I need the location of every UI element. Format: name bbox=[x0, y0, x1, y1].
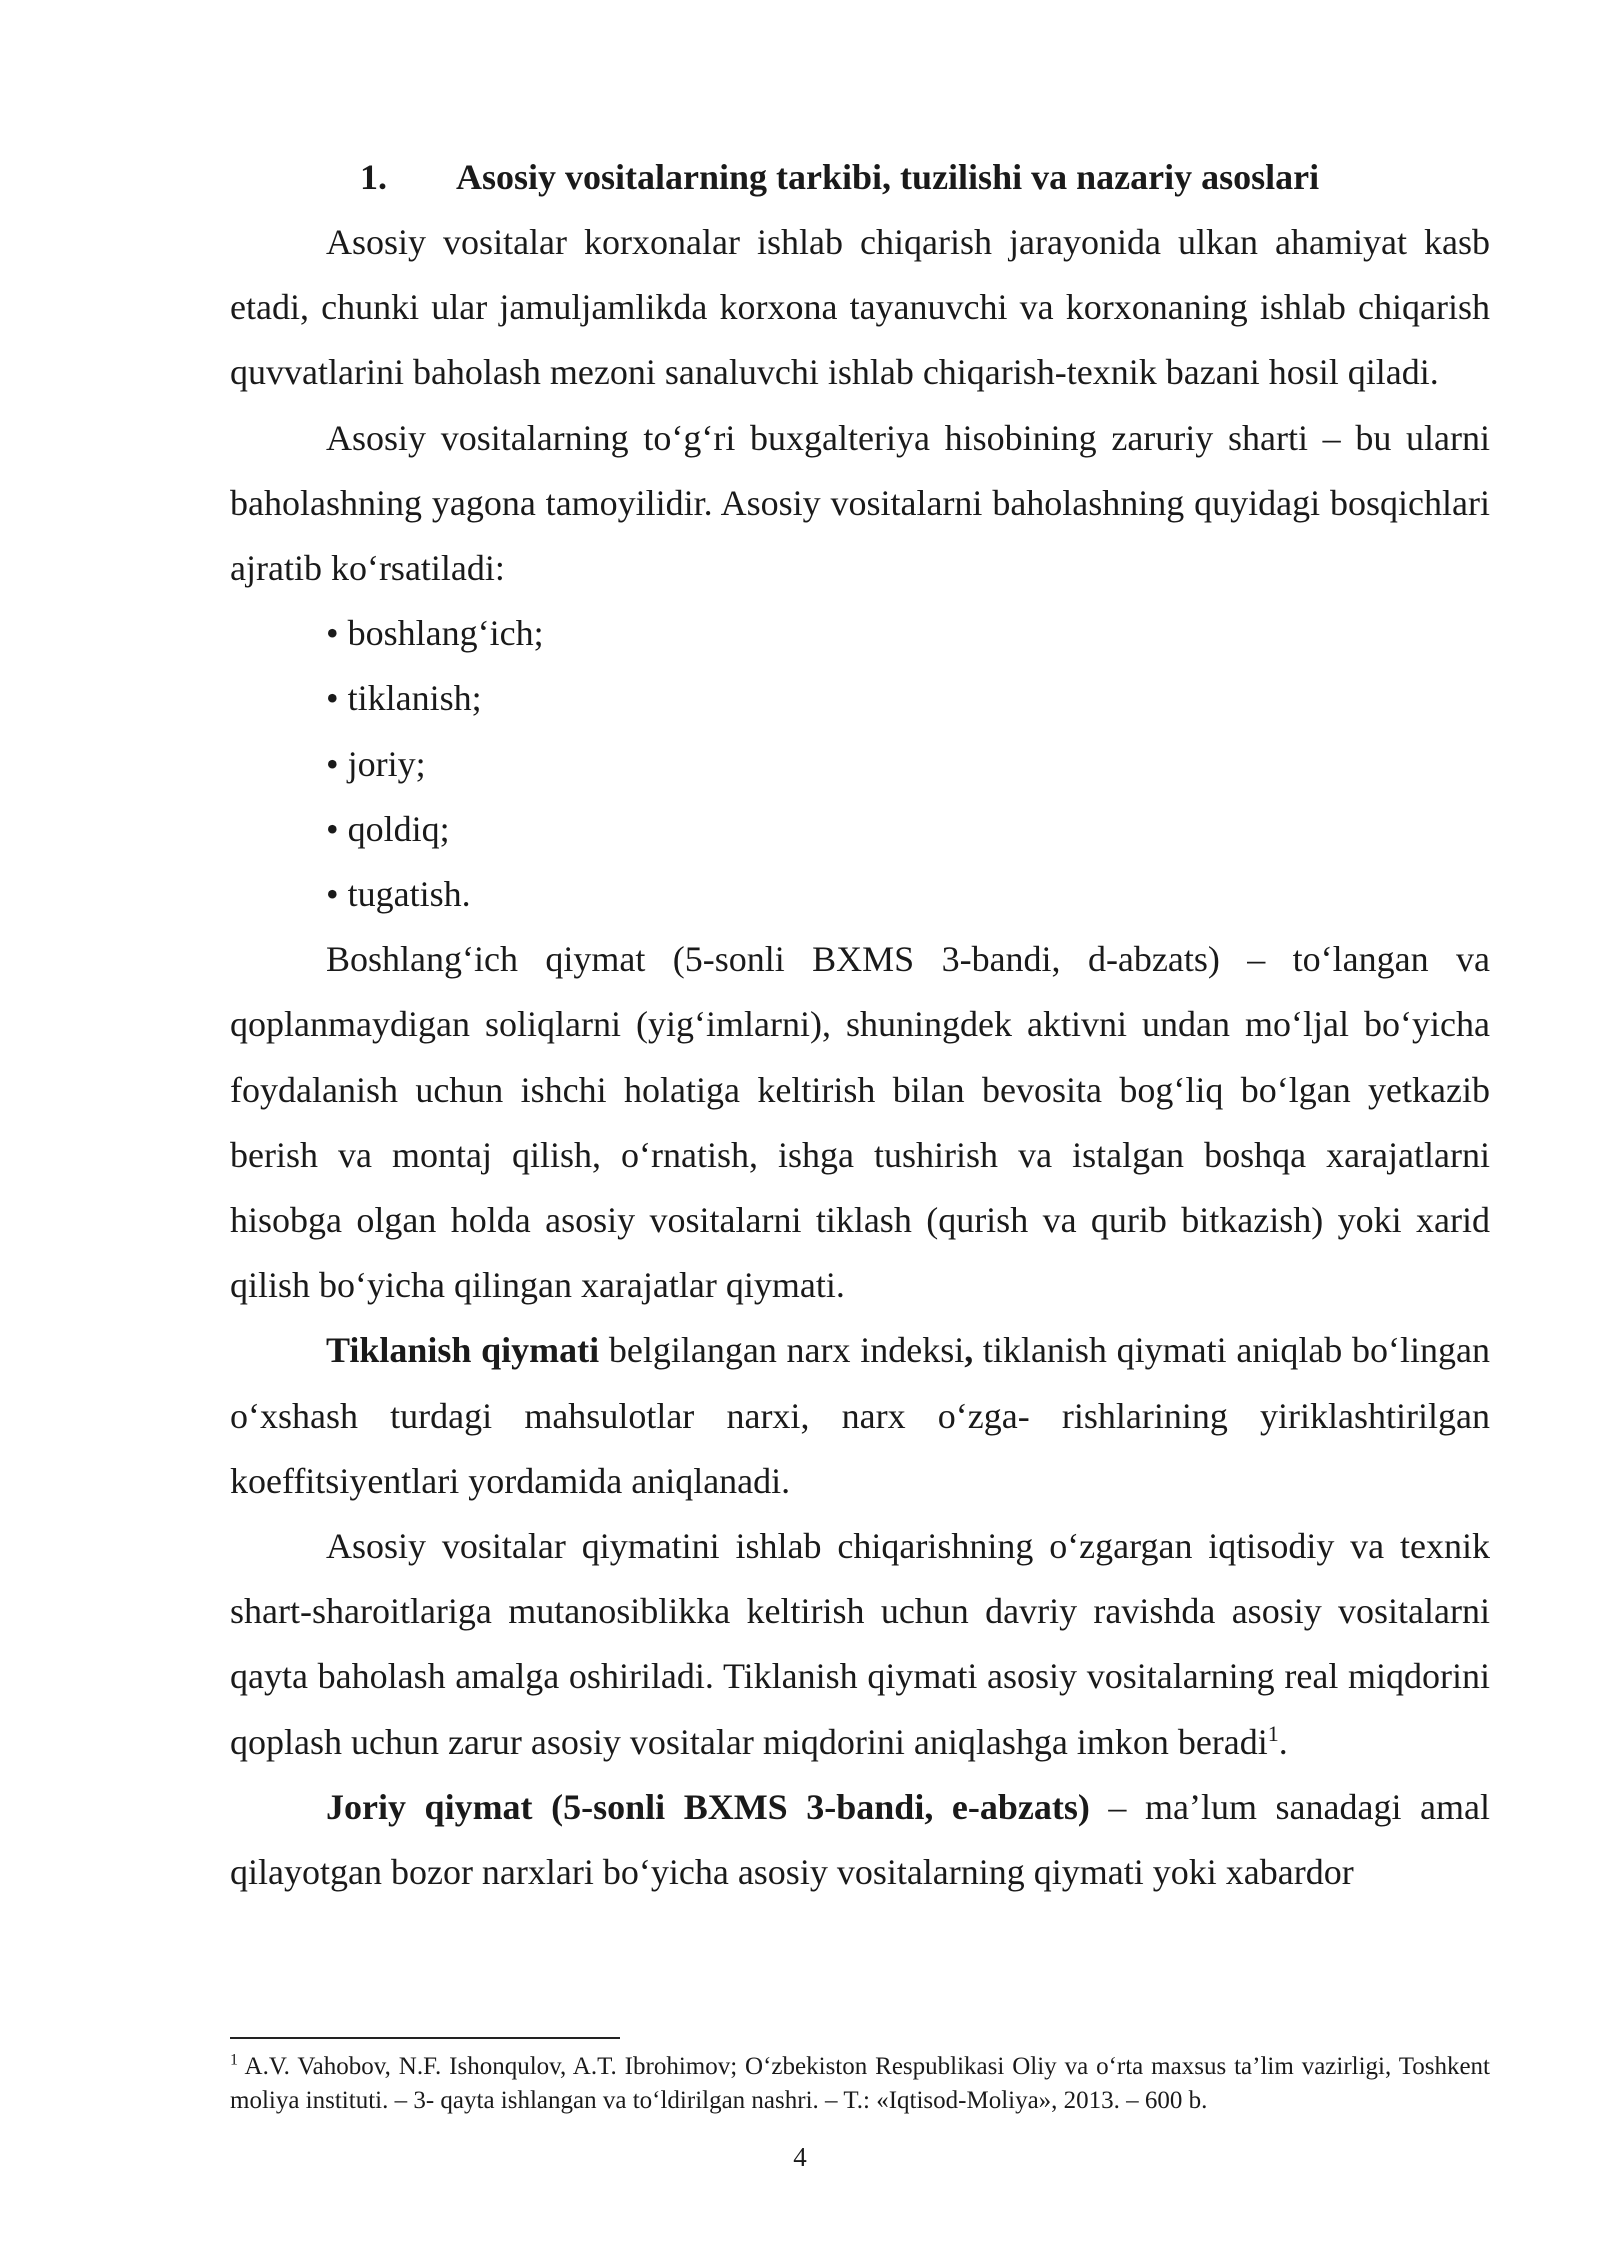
valuation-stages-list bbox=[230, 601, 1490, 927]
term-current-value: Joriy qiymat (5-sonli BXMS 3-bandi, e-abzats) bbox=[326, 1786, 1090, 1827]
section-number: 1. bbox=[360, 157, 387, 197]
bold-comma: , bbox=[964, 1330, 974, 1371]
paragraph-text: belgilangan narx indeksi bbox=[599, 1330, 965, 1371]
footnote-marker: 1 bbox=[230, 2051, 238, 2069]
paragraph-text: . bbox=[1278, 1721, 1288, 1762]
page-number: 4 bbox=[793, 2142, 807, 2172]
list-item: • tiklanish; bbox=[326, 678, 482, 719]
footnote-separator bbox=[230, 2037, 620, 2039]
list-item: • qoldiq; bbox=[326, 808, 450, 849]
paragraph-text: Asosiy vositalar qiymatini ishlab chiqarishning o‘zgargan iqtisodiy va texnik shart-sharoitlariga mutanosiblikka keltirish uchun davriy ravishda asosiy vositalarni qayta baholash amalga oshiriladi. Tiklanish qiymati asosiy vositalarning real miqdorini qoplash uchun zarur asosiy vositalar miqdorini aniqlashga imkon beradi bbox=[230, 1526, 1490, 1762]
footnote bbox=[230, 2050, 1490, 2118]
section-heading bbox=[230, 145, 1490, 210]
footnote-text: A.V. Vahobov, N.F. Ishonqulov, A.T. Ibrohimov; O‘zbekiston Respublikasi Oliy va o‘rta maxsus ta’lim vazirligi, Toshkent moliya instituti. – 3- qayta ishlangan va to‘ldirilgan nashri. – T.: «Iqtisod-Moliya», 2013. – 600 b. bbox=[230, 2053, 1490, 2114]
footnote-reference[interactable]: 1 bbox=[1267, 1720, 1279, 1746]
section-title: Asosiy vositalarning tarkibi, tuzilishi va nazariy asoslari bbox=[456, 157, 1320, 197]
main-content bbox=[230, 145, 1490, 1905]
paragraph-text: tiklanish qiymati aniqlab bo‘lingan o‘xshash turdagi mahsulotlar narxi, narx o‘zga- rishlarining yiriklashtirilgan koeffitsiyentlari yordamida aniqlanadi. bbox=[230, 1330, 1490, 1501]
term-replacement-cost: Tiklanish qiymati bbox=[326, 1330, 600, 1371]
paragraph-text: – ma’lum sanadagi amal qilayotgan bozor narxlari bo‘yicha asosiy vositalarning qiymati yoki xabardor bbox=[230, 1786, 1490, 1893]
paragraph-initial-cost: Boshlang‘ich qiymat (5-sonli BXMS 3-bandi, d-abzats) – to‘langan va qoplanmaydigan soliqlarni (yig‘imlarni), shuningdek aktivni undan mo‘ljal bo‘yicha foydalanish uchun ishchi holatiga keltirish bilan bevosita bog‘liq bo‘lgan yetkazib berish va montaj qilish, o‘rnatish, ishga tushirish va istalgan boshqa xarajatlarni hisobga olgan holda asosiy vositalarni tiklash (qurish va qurib bitkazish) yoki xarid qilish bo‘yicha qilingan xarajatlar qiymati. bbox=[230, 939, 1490, 1306]
paragraph-replacement-cost bbox=[230, 1318, 1490, 1514]
paragraph-valuation-principle: Asosiy vositalarning to‘g‘ri buxgalteriya hisobining zaruriy sharti – bu ularni baholashning yagona tamoyilidir. Asosiy vositalarni baholashning quyidagi bosqichlari ajratib ko‘rsatiladi: bbox=[230, 417, 1490, 589]
paragraph-current-value bbox=[230, 1775, 1490, 1905]
list-item: • tugatish. bbox=[326, 874, 471, 915]
list-item: • joriy; bbox=[326, 743, 426, 784]
list-item: • boshlang‘ich; bbox=[326, 613, 544, 654]
paragraph-revaluation bbox=[230, 1514, 1490, 1775]
paragraph-intro: Asosiy vositalar korxonalar ishlab chiqarish jarayonida ulkan ahamiyat kasb etadi, chunki ular jamuljamlikda korxona tayanuvchi va korxonaning ishlab chiqarish quvvatlarini baholash mezoni sanaluvchi ishlab chiqarish-texnik bazani hosil qiladi. bbox=[230, 222, 1490, 393]
